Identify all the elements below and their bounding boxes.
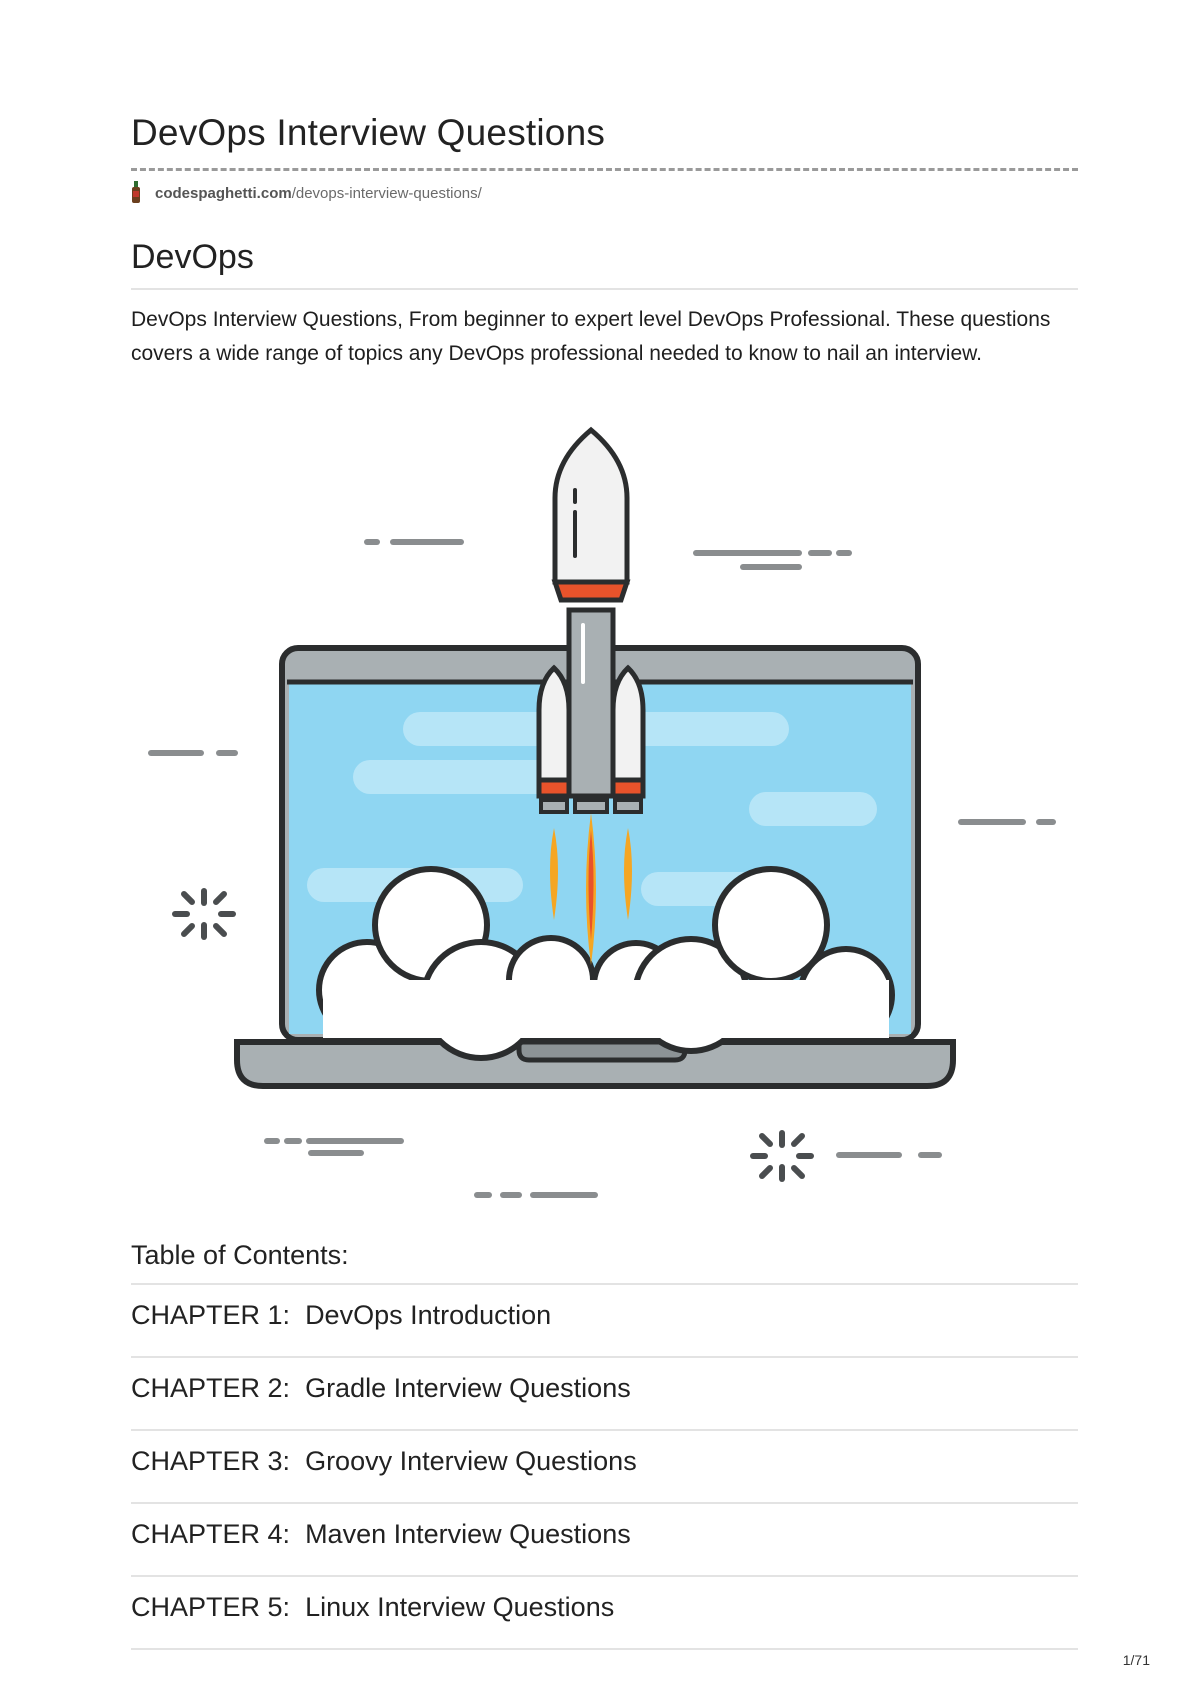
toc-heading: Table of Contents: bbox=[131, 1240, 349, 1270]
toc-chapter-title: Groovy Interview Questions bbox=[305, 1446, 637, 1476]
section-divider bbox=[131, 288, 1078, 290]
toc-chapter-number: CHAPTER 4: bbox=[131, 1519, 291, 1549]
intro-paragraph: DevOps Interview Questions, From beginner to expert level DevOps Professional. These questions covers a wide range of topics any DevOps professional needed to know to nail an interview. bbox=[131, 308, 1051, 365]
toc-chapter-title: Gradle Interview Questions bbox=[305, 1373, 631, 1403]
toc-divider bbox=[131, 1283, 1078, 1285]
toc-item-chapter-2[interactable] bbox=[131, 1373, 1078, 1431]
rocket-laptop-illustration bbox=[131, 420, 1078, 1210]
rocket-icon bbox=[539, 430, 643, 965]
toc-chapter-title: Maven Interview Questions bbox=[305, 1519, 631, 1549]
site-favicon-icon bbox=[131, 181, 141, 205]
toc-item-chapter-3[interactable] bbox=[131, 1446, 1078, 1504]
rocket-launch-icon bbox=[131, 420, 1078, 1210]
toc-chapter-number: CHAPTER 5: bbox=[131, 1592, 291, 1622]
page-number: 1/71 bbox=[1122, 1652, 1150, 1668]
document-title: DevOps Interview Questions bbox=[131, 112, 606, 153]
toc-chapter-number: CHAPTER 2: bbox=[131, 1373, 291, 1403]
source-url[interactable] bbox=[155, 185, 482, 202]
toc-chapter-number: CHAPTER 1: bbox=[131, 1300, 291, 1330]
toc-chapter-title: DevOps Introduction bbox=[305, 1300, 552, 1330]
source-link[interactable] bbox=[131, 181, 482, 205]
toc-item-chapter-1[interactable] bbox=[131, 1300, 1078, 1358]
section-heading: DevOps bbox=[131, 238, 254, 276]
title-divider bbox=[131, 168, 1078, 171]
toc-chapter-number: CHAPTER 3: bbox=[131, 1446, 291, 1476]
sparkle-icon bbox=[175, 891, 233, 937]
toc-chapter-title: Linux Interview Questions bbox=[305, 1592, 615, 1622]
sparkle-icon bbox=[753, 1133, 811, 1179]
toc-item-chapter-4[interactable] bbox=[131, 1519, 1078, 1577]
source-domain: codespaghetti.com bbox=[155, 184, 292, 202]
source-path: /devops-interview-questions/ bbox=[291, 184, 482, 202]
toc-item-chapter-5[interactable] bbox=[131, 1592, 1078, 1650]
